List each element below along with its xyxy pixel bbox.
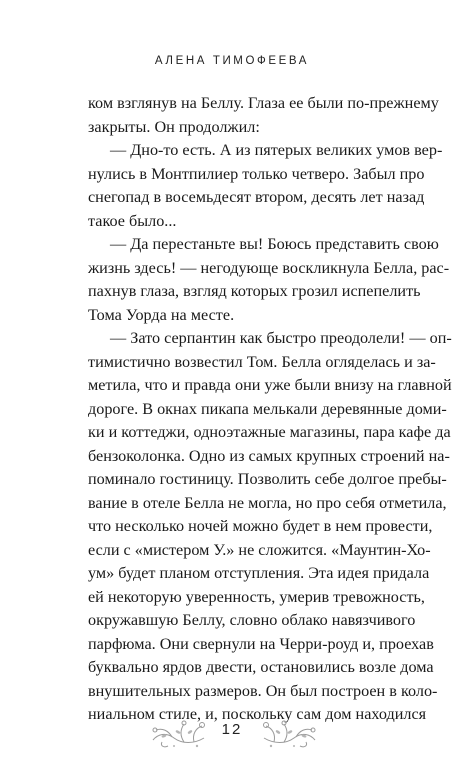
text-line: ум» будет планом отступления. Эта идея придала xyxy=(88,564,430,582)
page-number: 12 xyxy=(221,721,243,738)
text-line: нулись в Монтпилиер только четверо. Забыл про xyxy=(88,164,425,183)
text-line: — Дно-то есть. А из пятерых великих умов вер- xyxy=(110,141,443,159)
text-line: тимистично возвестил Том. Белла огляделась и за- xyxy=(88,352,436,371)
text-line: жизнь здесь! — негодующе воскликнула Белла, рас- xyxy=(88,258,450,277)
text-line: буквально ярдов двести, остановились возле дома xyxy=(88,658,434,676)
text-line: пахнув глаза, взгляд которых грозил испепелить xyxy=(88,282,421,300)
floral-ornament-icon xyxy=(150,718,206,755)
text-line: снегопад в восемьдесят втором, десять лет назад xyxy=(88,188,425,206)
text-line: ниальном стиле, и, поскольку сам дом находился xyxy=(88,705,427,723)
body-text xyxy=(88,92,452,727)
text-line: внушительных размеров. Он был построен в коло- xyxy=(88,681,438,700)
text-line: поминало гостиницу. Позволить себе долгое пребы- xyxy=(88,470,447,488)
page-footer xyxy=(0,718,464,758)
text-line: — Да перестаньте вы! Боюсь представить свою xyxy=(110,235,439,253)
text-line: если с «мистером У.» не сложится. «Маунтин-Хо- xyxy=(88,540,431,559)
text-line: — Зато серпантин как быстро преодолели! — оп- xyxy=(110,329,452,347)
text-line: бензоколонка. Одно из самых крупных строений на- xyxy=(88,446,450,465)
text-line: метила, что и правда они уже были внизу на главной xyxy=(88,376,452,394)
text-line: что несколько ночей можно будет в нем провести, xyxy=(88,517,433,535)
text-line: парфюма. Они свернули на Черри-роуд и, проехав xyxy=(88,634,434,653)
text-line: закрыты. Он продолжил: xyxy=(88,117,260,136)
text-line: ей некоторую уверенность, умерив тревожность, xyxy=(88,587,425,606)
text-line: окружавшую Беллу, словно облако навязчивого xyxy=(88,611,416,629)
running-header-author: АЛЕНА ТИМОФЕЕВА xyxy=(154,55,310,67)
floral-ornament-icon xyxy=(262,718,318,755)
text-line: такое было... xyxy=(88,211,177,230)
text-line: вание в отеле Белла не могла, но про себя отметила, xyxy=(88,493,447,512)
text-line: ки и коттеджи, одноэтажные магазины, пара кафе да xyxy=(88,423,451,441)
text-line: дороге. В окнах пикапа мелькали деревянные доми- xyxy=(88,399,447,418)
text-line: ком взглянув на Беллу. Глаза ее были по-прежнему xyxy=(88,94,439,112)
text-line: Тома Уорда на месте. xyxy=(88,305,235,324)
